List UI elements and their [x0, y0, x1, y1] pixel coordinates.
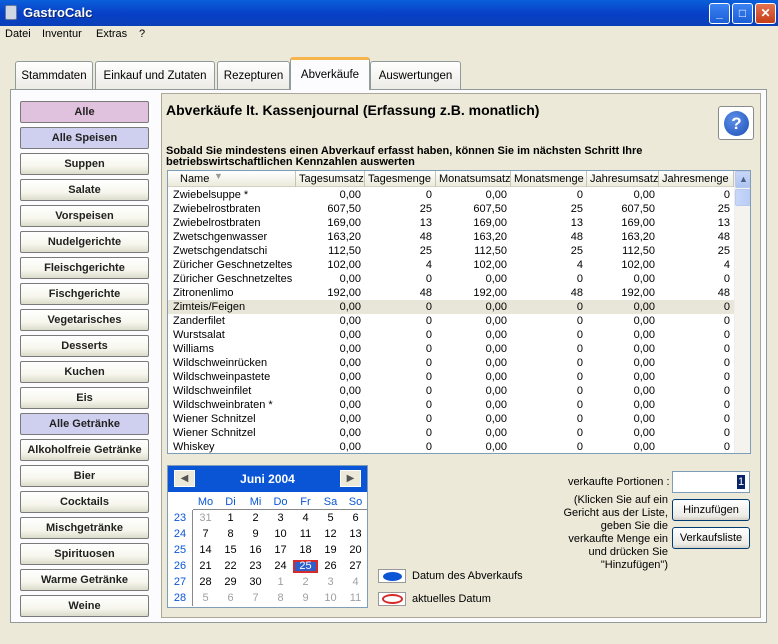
- table-row[interactable]: [168, 426, 734, 440]
- table-cell: 0: [576, 441, 583, 453]
- table-cell: Zimteis/Feigen: [173, 301, 246, 313]
- table-cell: 0: [425, 371, 432, 383]
- calendar-day[interactable]: 18: [299, 544, 312, 556]
- table-cell: Whiskey: [173, 441, 215, 453]
- table-cell: 0: [723, 329, 730, 341]
- help-button[interactable]: [718, 106, 754, 140]
- table-cell: 0,00: [633, 399, 655, 411]
- table-row[interactable]: [168, 216, 734, 230]
- table-cell: 0,00: [485, 315, 507, 327]
- table-cell: Wildschweinbraten *: [173, 399, 273, 411]
- table-cell: 48: [717, 231, 730, 243]
- table-cell: 0: [723, 385, 730, 397]
- table-cell: 0: [425, 413, 432, 425]
- table-cell: Wildschweinfilet: [173, 385, 252, 397]
- column-header[interactable]: Monatsumsatz: [436, 171, 511, 187]
- table-cell: 0: [576, 427, 583, 439]
- table-cell: Zwiebelsuppe *: [173, 189, 249, 201]
- calendar-weekday: Fr: [300, 496, 311, 508]
- category-button[interactable]: Eis: [20, 387, 149, 409]
- table-cell: 0,00: [485, 413, 507, 425]
- table-cell: 0: [723, 427, 730, 439]
- calendar-day[interactable]: 21: [199, 560, 212, 572]
- table-cell: 0: [576, 413, 583, 425]
- calendar-day[interactable]: 19: [324, 544, 337, 556]
- table-cell: 169,00: [327, 217, 361, 229]
- table-cell: 163,20: [473, 231, 507, 243]
- page-title: Abverkäufe lt. Kassenjournal (Erfassung z.B. monatlich): [166, 102, 540, 118]
- menu-extras[interactable]: Extras: [96, 28, 128, 40]
- calendar-day[interactable]: 7: [252, 592, 259, 604]
- table-cell: 0,00: [633, 343, 655, 355]
- tab-einkauf-zutaten[interactable]: Einkauf und Zutaten: [95, 61, 215, 89]
- table-cell: 192,00: [473, 287, 507, 299]
- table-cell: 25: [419, 245, 432, 257]
- calendar-day[interactable]: 26: [324, 560, 337, 572]
- table-cell: Zanderfilet: [173, 315, 225, 327]
- table-cell: 0,00: [339, 427, 361, 439]
- table-row[interactable]: [168, 440, 734, 454]
- close-button[interactable]: ✕: [755, 3, 776, 24]
- legend-current-date: aktuelles Datum: [412, 593, 491, 605]
- menu-datei[interactable]: Datei: [5, 28, 31, 40]
- table-cell: 0,00: [339, 413, 361, 425]
- table-cell: 0,00: [633, 273, 655, 285]
- table-cell: 0,00: [633, 427, 655, 439]
- category-button[interactable]: Alle Getränke: [20, 413, 149, 435]
- table-cell: 0,00: [339, 343, 361, 355]
- table-cell: 102,00: [473, 259, 507, 271]
- calendar-day[interactable]: 29: [224, 576, 237, 588]
- category-button[interactable]: Kuchen: [20, 361, 149, 383]
- calendar-header: [168, 466, 367, 492]
- table-cell: 0: [425, 189, 432, 201]
- table-cell: Zwetschgenwasser: [173, 231, 268, 243]
- table-cell: 0: [723, 357, 730, 369]
- table-cell: 112,50: [474, 245, 507, 257]
- category-button[interactable]: Nudelgerichte: [20, 231, 149, 253]
- calendar-weekday: So: [348, 496, 363, 508]
- table-cell: 0: [425, 329, 432, 341]
- help-icon: ?: [724, 111, 749, 136]
- table-cell: 0,00: [633, 315, 655, 327]
- calendar-day[interactable]: 28: [199, 576, 212, 588]
- scroll-thumb[interactable]: [735, 189, 751, 206]
- calendar-day[interactable]: 16: [249, 544, 262, 556]
- prev-month-icon[interactable]: ◀: [174, 470, 195, 487]
- table-row[interactable]: [168, 300, 734, 314]
- calendar-week-number: 27: [173, 576, 187, 588]
- title-bar: [0, 0, 778, 26]
- calendar-day[interactable]: 30: [249, 576, 262, 588]
- table-cell: 0: [723, 189, 730, 201]
- portions-input[interactable]: [672, 471, 750, 493]
- calendar-day[interactable]: 2: [302, 576, 309, 588]
- table-row[interactable]: [168, 202, 734, 216]
- calendar-day[interactable]: 9: [252, 528, 259, 540]
- calendar-day[interactable]: 6: [352, 512, 359, 524]
- category-button[interactable]: Fischgerichte: [20, 283, 149, 305]
- table-row[interactable]: [168, 370, 734, 384]
- column-header[interactable]: Jahresmenge: [659, 171, 734, 187]
- table-cell: 0: [576, 385, 583, 397]
- table-cell: 4: [723, 259, 730, 271]
- table-cell: 169,00: [621, 217, 655, 229]
- add-button[interactable]: Hinzufügen: [672, 499, 750, 521]
- table-cell: 48: [570, 231, 583, 243]
- category-button[interactable]: Desserts: [20, 335, 149, 357]
- table-cell: 0,00: [633, 413, 655, 425]
- table-cell: 0: [723, 399, 730, 411]
- sort-arrow-icon: ▼: [214, 171, 223, 181]
- calendar-weekday: Do: [273, 496, 288, 508]
- table-cell: 13: [419, 217, 432, 229]
- table-row[interactable]: [168, 412, 734, 426]
- table-cell: 0: [723, 343, 730, 355]
- table-cell: 0: [576, 329, 583, 341]
- table-cell: Zwetschgendatschi: [173, 245, 268, 257]
- table-cell: Wiener Schnitzel: [173, 427, 256, 439]
- table-cell: 0,00: [633, 385, 655, 397]
- table-cell: 0: [425, 273, 432, 285]
- table-cell: 0: [425, 315, 432, 327]
- column-header[interactable]: Monatsmenge: [511, 171, 587, 187]
- table-cell: 169,00: [473, 217, 507, 229]
- table-cell: Zwiebelrostbraten: [173, 203, 261, 215]
- table-cell: 0: [425, 385, 432, 397]
- table-cell: 0,00: [339, 385, 361, 397]
- table-cell: 0,00: [485, 427, 507, 439]
- table-row[interactable]: [168, 356, 734, 370]
- table-cell: 0,00: [633, 357, 655, 369]
- calendar-day[interactable]: 17: [274, 544, 287, 556]
- tab-panel: [10, 89, 767, 623]
- calendar-day[interactable]: 3: [327, 576, 334, 588]
- category-button[interactable]: Spirituosen: [20, 543, 149, 565]
- calendar-day[interactable]: 4: [302, 512, 309, 524]
- table-cell: 0,00: [485, 357, 507, 369]
- table-cell: Zwiebelrostbraten: [173, 217, 261, 229]
- window-title: GastroCalc: [23, 5, 93, 20]
- tab-rezepturen[interactable]: Rezepturen: [217, 61, 290, 89]
- table-cell: 0: [723, 315, 730, 327]
- next-month-icon[interactable]: ▶: [340, 470, 361, 487]
- table-cell: 25: [717, 203, 730, 215]
- scroll-up-arrow-icon[interactable]: ▲: [735, 171, 751, 188]
- table-cell: 0: [576, 273, 583, 285]
- table-cell: 0,00: [485, 343, 507, 355]
- table-cell: 25: [570, 245, 583, 257]
- category-button[interactable]: Alkoholfreie Getränke: [20, 439, 149, 461]
- table-row[interactable]: [168, 244, 734, 258]
- week-divider: [192, 510, 193, 606]
- table-cell: 0: [723, 371, 730, 383]
- calendar-day[interactable]: 13: [349, 528, 362, 540]
- calendar-week-number: 25: [173, 544, 187, 556]
- calendar-day[interactable]: 10: [274, 528, 287, 540]
- calendar-weekday: Sa: [323, 496, 338, 508]
- sales-table: [167, 170, 751, 454]
- calendar-day[interactable]: 9: [302, 592, 309, 604]
- calendar-day[interactable]: 22: [224, 560, 237, 572]
- column-header[interactable]: Name: [168, 171, 296, 187]
- table-cell: 0: [723, 441, 730, 453]
- app-icon: [5, 5, 17, 20]
- category-button[interactable]: Fleischgerichte: [20, 257, 149, 279]
- calendar-divider: [193, 509, 367, 510]
- category-button[interactable]: Alle Speisen: [20, 127, 149, 149]
- table-cell: 0,00: [633, 441, 655, 453]
- table-cell: 0: [576, 301, 583, 313]
- table-cell: 163,20: [327, 231, 361, 243]
- table-cell: 0,00: [485, 371, 507, 383]
- table-row[interactable]: [168, 272, 734, 286]
- table-cell: 4: [576, 259, 583, 271]
- table-cell: 0,00: [339, 189, 361, 201]
- column-header[interactable]: Tagesmenge: [365, 171, 436, 187]
- table-cell: 0,00: [485, 329, 507, 341]
- table-cell: 0: [576, 315, 583, 327]
- table-cell: 0: [576, 357, 583, 369]
- table-cell: 0,00: [485, 385, 507, 397]
- category-button[interactable]: Salate: [20, 179, 149, 201]
- calendar-day[interactable]: 12: [324, 528, 337, 540]
- calendar-day[interactable]: 3: [277, 512, 284, 524]
- table-cell: 102,00: [621, 259, 655, 271]
- calendar-day[interactable]: 6: [227, 592, 234, 604]
- table-scrollbar[interactable]: [734, 171, 751, 453]
- calendar-day[interactable]: 2: [252, 512, 259, 524]
- table-cell: 163,20: [621, 231, 655, 243]
- table-cell: 0: [723, 301, 730, 313]
- table-row[interactable]: [168, 286, 734, 300]
- table-cell: 0,00: [485, 301, 507, 313]
- calendar: [167, 465, 368, 608]
- calendar-day[interactable]: 5: [202, 592, 209, 604]
- table-cell: 607,50: [327, 203, 361, 215]
- calendar-day[interactable]: 4: [352, 576, 359, 588]
- table-cell: Züricher Geschnetzeltes: [173, 273, 293, 285]
- sale-date-legend-icon: [378, 569, 406, 583]
- table-cell: 0,00: [485, 189, 507, 201]
- calendar-day[interactable]: 10: [324, 592, 337, 604]
- calendar-day[interactable]: 14: [199, 544, 212, 556]
- column-header[interactable]: Tagesumsatz: [296, 171, 365, 187]
- table-cell: 0: [425, 399, 432, 411]
- category-button[interactable]: Mischgetränke: [20, 517, 149, 539]
- category-button[interactable]: Weine: [20, 595, 149, 617]
- table-cell: Wildschweinrücken: [173, 357, 268, 369]
- table-cell: Wildschweinpastete: [173, 371, 271, 383]
- calendar-week-number: 24: [173, 528, 187, 540]
- calendar-day[interactable]: 8: [277, 592, 284, 604]
- table-row[interactable]: [168, 384, 734, 398]
- table-cell: 0,00: [633, 301, 655, 313]
- table-cell: 0: [576, 371, 583, 383]
- calendar-week-number: 26: [173, 560, 187, 572]
- table-cell: 0,00: [339, 357, 361, 369]
- calendar-weekday: Mi: [249, 496, 262, 508]
- current-date-legend-icon: [378, 592, 406, 606]
- table-cell: 0,00: [339, 441, 361, 453]
- table-cell: 0: [425, 301, 432, 313]
- sales-list-button[interactable]: Verkaufsliste: [672, 527, 750, 549]
- table-row[interactable]: [168, 314, 734, 328]
- table-cell: Williams: [173, 343, 214, 355]
- table-cell: 112,50: [622, 245, 655, 257]
- table-cell: 102,00: [327, 259, 361, 271]
- table-cell: 192,00: [327, 287, 361, 299]
- table-cell: 607,50: [473, 203, 507, 215]
- calendar-day[interactable]: 27: [349, 560, 362, 572]
- table-cell: 4: [425, 259, 432, 271]
- table-cell: 0: [576, 343, 583, 355]
- menu-help[interactable]: ?: [139, 28, 146, 40]
- table-cell: 0,00: [633, 329, 655, 341]
- calendar-day[interactable]: 24: [274, 560, 287, 572]
- table-cell: 0,00: [339, 301, 361, 313]
- category-button[interactable]: Alle: [20, 101, 149, 123]
- table-cell: 0: [425, 441, 432, 453]
- table-cell: 0: [723, 413, 730, 425]
- column-header[interactable]: Jahresumsatz: [587, 171, 659, 187]
- description-text: Sobald Sie mindestens einen Abverkauf erfasst haben, können Sie im nächsten Schritt Ihre betriebswirtschaftlichen Kennzahlen auswerten: [166, 145, 643, 168]
- content-area: [161, 93, 761, 618]
- table-cell: 0,00: [339, 315, 361, 327]
- table-cell: 48: [570, 287, 583, 299]
- table-cell: 48: [419, 287, 432, 299]
- table-header: [168, 171, 734, 187]
- calendar-weekday: Di: [225, 496, 236, 508]
- table-cell: 607,50: [621, 203, 655, 215]
- category-button[interactable]: Vegetarisches: [20, 309, 149, 331]
- table-cell: 13: [570, 217, 583, 229]
- table-cell: 0,00: [485, 273, 507, 285]
- calendar-week-number: 23: [173, 512, 187, 524]
- tab-abverkaeufe[interactable]: Abverkäufe: [290, 57, 370, 90]
- portions-value: 1: [737, 476, 745, 488]
- calendar-day[interactable]: 31: [199, 512, 212, 524]
- table-row[interactable]: [168, 328, 734, 342]
- menu-inventur[interactable]: Inventur: [42, 28, 82, 40]
- table-cell: 0,00: [485, 399, 507, 411]
- calendar-day[interactable]: 20: [349, 544, 362, 556]
- table-cell: 0,00: [339, 399, 361, 411]
- table-cell: 0: [576, 399, 583, 411]
- table-row[interactable]: [168, 230, 734, 244]
- calendar-day[interactable]: 15: [224, 544, 237, 556]
- calendar-day[interactable]: 11: [299, 528, 312, 540]
- table-cell: 0: [425, 427, 432, 439]
- table-cell: 0,00: [339, 273, 361, 285]
- minimize-button[interactable]: _: [709, 3, 730, 24]
- calendar-day[interactable]: 5: [327, 512, 334, 524]
- table-cell: Wiener Schnitzel: [173, 413, 256, 425]
- tab-auswertungen[interactable]: Auswertungen: [370, 61, 461, 89]
- table-cell: 112,50: [328, 245, 361, 257]
- menu-bar: [0, 26, 778, 44]
- table-cell: Zitronenlimo: [173, 287, 234, 299]
- table-row[interactable]: [168, 188, 734, 202]
- table-cell: 0,00: [633, 371, 655, 383]
- table-cell: 192,00: [621, 287, 655, 299]
- category-button[interactable]: Cocktails: [20, 491, 149, 513]
- table-cell: 0,00: [339, 329, 361, 341]
- category-button[interactable]: Bier: [20, 465, 149, 487]
- table-cell: 25: [717, 245, 730, 257]
- table-row[interactable]: [168, 342, 734, 356]
- table-cell: 0: [425, 343, 432, 355]
- category-button[interactable]: Warme Getränke: [20, 569, 149, 591]
- portions-label: verkaufte Portionen :: [568, 476, 670, 488]
- table-cell: Wurstsalat: [173, 329, 225, 341]
- calendar-month: Juni 2004: [240, 472, 295, 486]
- table-cell: 0: [425, 357, 432, 369]
- calendar-day[interactable]: 23: [249, 560, 262, 572]
- instruction-hint: (Klicken Sie auf ein Gericht aus der Liste, geben Sie die verkaufte Menge ein und drücken Sie "Hinzufügen"): [563, 494, 668, 571]
- table-cell: 0: [723, 273, 730, 285]
- calendar-weekday: Mo: [197, 496, 214, 508]
- table-cell: 25: [570, 203, 583, 215]
- calendar-day[interactable]: 7: [202, 528, 209, 540]
- table-cell: 48: [717, 287, 730, 299]
- table-row[interactable]: [168, 398, 734, 412]
- table-cell: Züricher Geschnetzeltes: [173, 259, 293, 271]
- table-cell: 25: [419, 203, 432, 215]
- table-cell: 0,00: [485, 441, 507, 453]
- calendar-day[interactable]: 1: [227, 512, 234, 524]
- legend-sale-date: Datum des Abverkaufs: [412, 570, 523, 582]
- category-button[interactable]: Suppen: [20, 153, 149, 175]
- table-cell: 0: [576, 189, 583, 201]
- calendar-week-number: 28: [173, 592, 187, 604]
- calendar-day[interactable]: 25: [293, 560, 318, 573]
- calendar-day[interactable]: 8: [227, 528, 234, 540]
- table-cell: 13: [717, 217, 730, 229]
- tab-stammdaten[interactable]: Stammdaten: [15, 61, 93, 89]
- category-button[interactable]: Vorspeisen: [20, 205, 149, 227]
- calendar-day[interactable]: 1: [277, 576, 284, 588]
- table-cell: 48: [419, 231, 432, 243]
- maximize-button[interactable]: □: [732, 3, 753, 24]
- calendar-day[interactable]: 11: [349, 592, 362, 604]
- table-cell: 0,00: [339, 371, 361, 383]
- table-cell: 0,00: [633, 189, 655, 201]
- table-row[interactable]: [168, 258, 734, 272]
